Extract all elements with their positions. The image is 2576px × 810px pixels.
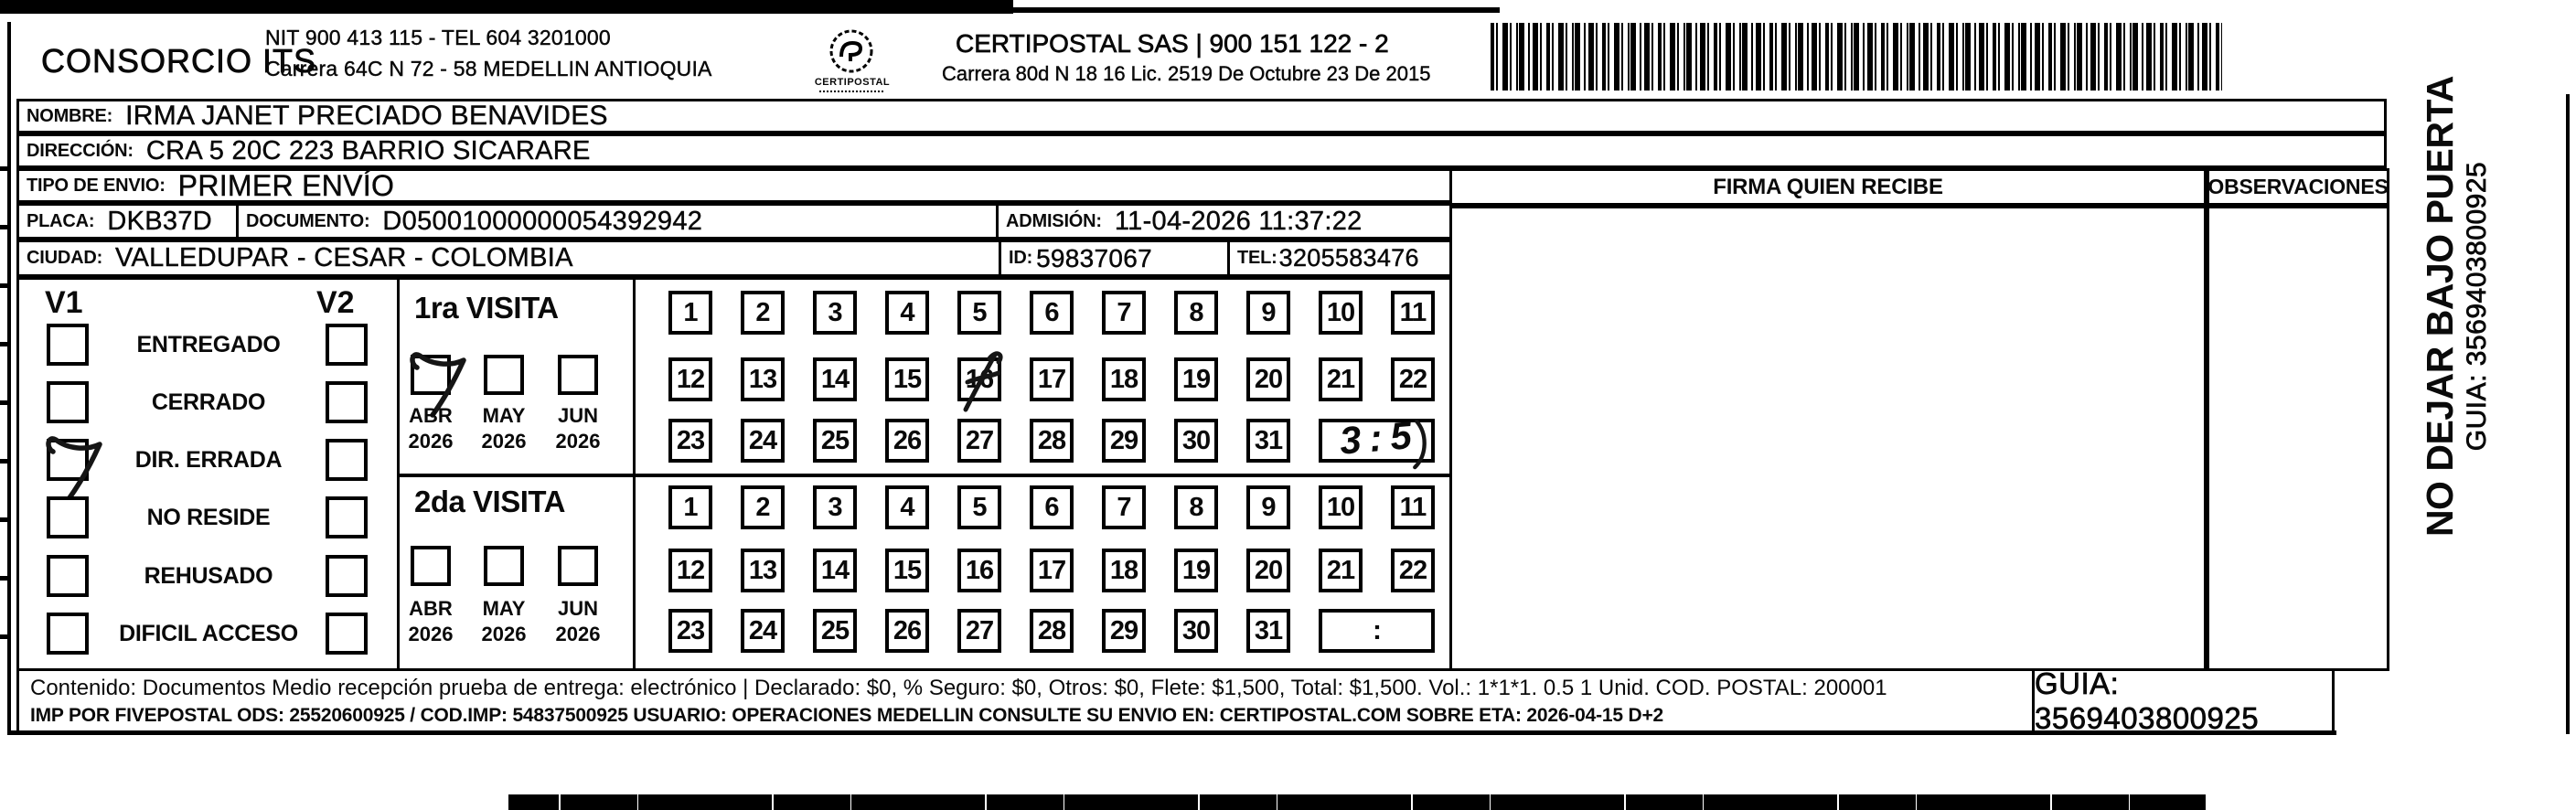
day-cell: 2 [741, 291, 785, 335]
ciudad-value: VALLEDUPAR - CESAR - COLOMBIA [115, 243, 573, 272]
day-cell: 2 [741, 485, 785, 529]
day-cell: 7 [1102, 291, 1146, 335]
month-checkbox [558, 546, 598, 586]
barcode [1491, 23, 2222, 91]
admision-value: 11-04-2026 11:37:22 [1114, 206, 1363, 236]
direccion-row [16, 133, 2387, 168]
day-cell: 4 [885, 291, 929, 335]
company-name: CONSORCIO ITS [41, 42, 317, 80]
day-cell: 16 [957, 357, 1001, 401]
scan-artifact-dash [0, 400, 8, 405]
time-box [1319, 412, 1435, 463]
day-cell: 31 [1246, 419, 1290, 463]
day-cell: 9 [1246, 291, 1290, 335]
no-dejar-warning: NO DEJAR BAJO PUERTA [2418, 75, 2461, 538]
tel-value: 3205583476 [1278, 244, 1419, 272]
observaciones-header [2207, 168, 2389, 206]
tipo-envio-value: PRIMER ENVÍO [177, 168, 395, 202]
side-guia-number: GUIA: 3569403800925 [2461, 161, 2492, 452]
direccion-label: DIRECCIÓN: [27, 140, 134, 161]
documento-value: D05001000000054392942 [382, 206, 703, 236]
status-checkbox-v1 [47, 324, 89, 366]
grid-divider [636, 474, 1449, 477]
status-checkbox-v2 [326, 324, 368, 366]
month-checkbox [411, 546, 451, 586]
day-cell: 3 [813, 485, 857, 529]
day-cell: 12 [668, 357, 712, 401]
firma-header-label: FIRMA QUIEN RECIBE [1713, 174, 1943, 199]
id-label: ID: [1009, 248, 1033, 268]
day-cell: 9 [1246, 485, 1290, 529]
status-checkbox-v1 [47, 439, 89, 481]
day-cell: 14 [813, 357, 857, 401]
day-cell: 29 [1102, 609, 1146, 653]
status-panel [16, 277, 400, 671]
status-checkbox-v2 [326, 439, 368, 481]
day-cell: 1 [668, 485, 712, 529]
day-cell: 24 [741, 419, 785, 463]
day-cell: 21 [1319, 357, 1363, 401]
ciudad-label: CIUDAD: [27, 248, 103, 268]
status-checkbox-v1 [47, 496, 89, 538]
tipo-envio-label: TIPO DE ENVIO: [27, 175, 166, 196]
footer-guia-box [2032, 668, 2335, 733]
placa-value: DKB37D [107, 206, 212, 236]
certipostal-logo-icon [828, 27, 875, 75]
admision-cell [996, 203, 1452, 240]
day-cell: 5 [957, 291, 1001, 335]
day-cell: 20 [1246, 357, 1290, 401]
id-cell [999, 240, 1230, 277]
day-cell: 24 [741, 609, 785, 653]
day-cell: 22 [1391, 549, 1435, 592]
year-label: 2026 [555, 430, 601, 453]
day-cell: 6 [1030, 291, 1074, 335]
observaciones-area [2207, 206, 2389, 671]
footer-guia-label: GUIA: 3569403800925 [2035, 666, 2260, 735]
day-cell: 15 [885, 549, 929, 592]
scan-artifact-dash [0, 342, 8, 346]
tipo-envio-row [16, 168, 1452, 203]
scan-artifact-dash [0, 576, 8, 581]
scan-artifact-dash [0, 634, 8, 639]
day-cell: 4 [885, 485, 929, 529]
handwritten-time: 3:5 [1337, 412, 1422, 463]
documento-cell [236, 203, 999, 240]
day-cell: 23 [668, 609, 712, 653]
status-option-label: DIR. ERRADA [134, 447, 283, 473]
day-cell: 23 [668, 419, 712, 463]
status-checkbox-v1 [47, 555, 89, 597]
tel-label: TEL: [1237, 248, 1277, 268]
day-cell: 26 [885, 419, 929, 463]
day-cell: 17 [1030, 357, 1074, 401]
month-label: JUN [557, 404, 598, 427]
nombre-value: IRMA JANET PRECIADO BENAVIDES [125, 101, 608, 131]
day-cell: 5 [957, 485, 1001, 529]
scan-artifact-dash [0, 166, 8, 171]
tel-cell [1227, 240, 1452, 277]
status-checkbox-v2 [326, 381, 368, 423]
day-cell: 6 [1030, 485, 1074, 529]
id-value: 59837067 [1036, 243, 1153, 272]
day-cell: 13 [741, 357, 785, 401]
month-label: MAY [482, 597, 526, 620]
month-label: JUN [557, 597, 598, 620]
placa-cell [16, 203, 239, 240]
month-label: ABR [409, 597, 453, 620]
year-label: 2026 [481, 430, 527, 453]
day-cell: 8 [1174, 485, 1218, 529]
firma-header [1449, 168, 2207, 206]
footer-text-box [16, 668, 2035, 733]
time-colon-placeholder: : [1373, 615, 1381, 645]
day-cell: 27 [957, 609, 1001, 653]
month-label: ABR [409, 404, 453, 427]
day-grid-panel [633, 277, 1452, 671]
day-cell: 28 [1030, 609, 1074, 653]
day-cell: 18 [1102, 357, 1146, 401]
day-cell: 18 [1102, 549, 1146, 592]
day-cell: 15 [885, 357, 929, 401]
month-checkbox [558, 355, 598, 395]
document-border-left [7, 22, 11, 734]
scan-artifact-dash [0, 459, 8, 464]
admision-label: ADMISIÓN: [1006, 210, 1102, 231]
day-cell: 19 [1174, 357, 1218, 401]
day-cell: 13 [741, 549, 785, 592]
month-label: MAY [482, 404, 526, 427]
first-visit-title: 1ra VISITA [414, 291, 559, 325]
day-cell: 17 [1030, 549, 1074, 592]
carrier-name-line: CERTIPOSTAL SAS | 900 151 122 - 2 [956, 29, 1389, 58]
day-cell: 1 [668, 291, 712, 335]
company-nit-line: NIT 900 413 115 - TEL 604 3201000 [265, 26, 611, 49]
visit-column [397, 277, 636, 671]
day-cell: 30 [1174, 419, 1218, 463]
day-cell: 30 [1174, 609, 1218, 653]
day-cell: 16 [957, 549, 1001, 592]
certipostal-logo-label: CERTIPOSTAL [814, 77, 891, 88]
second-visit-title: 2da VISITA [414, 485, 565, 518]
scan-artifact-dash [0, 283, 8, 288]
day-cell: 12 [668, 549, 712, 592]
year-label: 2026 [555, 623, 601, 645]
day-cell: 20 [1246, 549, 1290, 592]
status-checkbox-v2 [326, 496, 368, 538]
scan-top-bar [0, 0, 1013, 14]
day-cell: 25 [813, 419, 857, 463]
day-cell: 11 [1391, 485, 1435, 529]
footer-content-line: Contenido: Documentos Medio recepción prueba de entrega: electrónico | Declarado: $0, % Seguro: $0, Otros: $0, Flete: $1,500, Total: $1,500. Vol.: 1*1*1. 0.5 1 Unid. COD. POSTAL: 200001 [30, 676, 1887, 700]
carrier-address-line: Carrera 80d N 18 16 Lic. 2519 De Octubre 23 De 2015 [942, 62, 1431, 85]
day-cell: 8 [1174, 291, 1218, 335]
status-option-label: DIFICIL ACCESO [119, 621, 298, 646]
firma-signature-area [1449, 206, 2207, 671]
day-cell: 11 [1391, 291, 1435, 335]
footer-imp-line: IMP POR FIVEPOSTAL ODS: 25520600925 / COD.IMP: 54837500925 USUARIO: OPERACIONES MEDELLIN CONSULTE SU ENVIO EN: CERTIPOSTAL.COM SOBRE ETA: 2026-04-15 D+2 [30, 705, 1663, 726]
year-label: 2026 [481, 623, 527, 645]
status-checkbox-v1 [47, 613, 89, 655]
month-checkbox [484, 546, 524, 586]
day-cell: 26 [885, 609, 929, 653]
status-option-label: REHUSADO [144, 563, 273, 589]
company-address-line: Carrera 64C N 72 - 58 MEDELLIN ANTIOQUIA [265, 57, 712, 80]
month-checkbox [484, 355, 524, 395]
scan-artifact-dash [0, 225, 8, 229]
documento-label: DOCUMENTO: [246, 210, 370, 231]
handwritten-scribble [953, 347, 1013, 419]
side-note [2417, 69, 2494, 544]
month-checkbox [411, 355, 451, 395]
year-label: 2026 [408, 430, 454, 453]
v1-header: V1 [45, 285, 83, 320]
status-option-label: CERRADO [151, 389, 266, 415]
document-border-right [2566, 94, 2570, 734]
day-cell: 27 [957, 419, 1001, 463]
status-checkbox-v2 [326, 613, 368, 655]
day-cell: 14 [813, 549, 857, 592]
day-cell: 29 [1102, 419, 1146, 463]
status-checkbox-v1 [47, 381, 89, 423]
status-checkbox-v2 [326, 555, 368, 597]
logo-squiggle [819, 91, 883, 92]
status-option-label: ENTREGADO [136, 332, 281, 357]
year-label: 2026 [408, 623, 454, 645]
day-cell: 25 [813, 609, 857, 653]
scan-top-bar-thin [1013, 7, 1500, 13]
day-cell: 19 [1174, 549, 1218, 592]
direccion-value: CRA 5 20C 223 BARRIO SICARARE [145, 135, 591, 165]
ciudad-cell [16, 240, 1001, 277]
visit-divider [400, 474, 633, 477]
v2-header: V2 [316, 285, 355, 320]
day-cell: 22 [1391, 357, 1435, 401]
scan-bottom-barcode-band [508, 794, 2206, 810]
scan-artifact-dash [0, 517, 8, 522]
day-cell: 10 [1319, 485, 1363, 529]
observaciones-header-label: OBSERVACIONES [2207, 175, 2389, 198]
status-option-label: NO RESIDE [146, 505, 271, 530]
nombre-label: NOMBRE: [27, 105, 113, 126]
day-cell: 21 [1319, 549, 1363, 592]
day-cell: 7 [1102, 485, 1146, 529]
nombre-row [16, 99, 2387, 133]
day-cell: 28 [1030, 419, 1074, 463]
day-cell: 3 [813, 291, 857, 335]
day-cell: 10 [1319, 291, 1363, 335]
time-box [1319, 609, 1435, 653]
day-cell: 31 [1246, 609, 1290, 653]
placa-label: PLACA: [27, 210, 95, 231]
